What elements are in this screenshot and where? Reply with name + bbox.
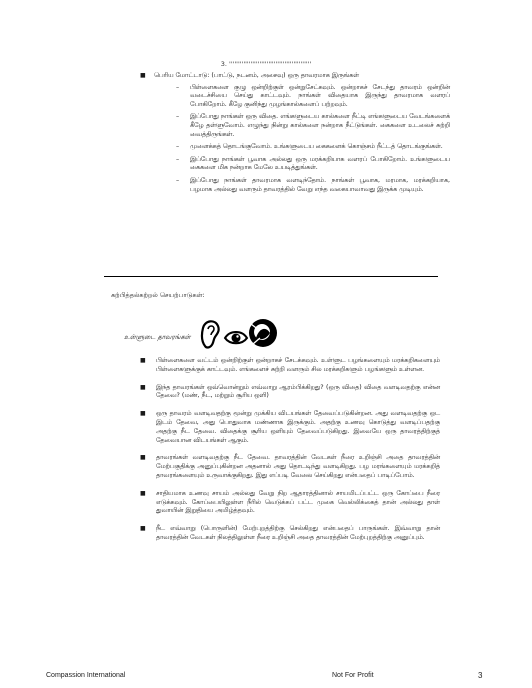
section-activities — [140, 357, 440, 552]
activity-text: நீட எவ்வாறு (பொருளின்) மேற்புறத்திற்கு செல்கிறது என்பதைப் பாருங்கள். இவ்வாறு தான் தாவரத்தின் வேடகள் நிலத்திலுள்ள நீரை உறிஞ்சி அதை தாவரத்தின் மேற்புறத்திற்கு அனுப்பும். — [156, 525, 440, 541]
activity-text: தாவரங்கள் வளடிவதற்கு நீட தேவை. தாவரத்தின் வேடகள் நீரை உறிஞ்சி அதை தாவரத்தின் மேற்பகுதிக்கு அனுப்புகின்றன அதனால் அது தொடடிந்து வளடிகிறது. பழ மரங்களையும் மரக்கறித் தாவரங்களையும் உருவாக்குகிறது. இது எப்படி வேலை செய்கிறது என்பதைப் பாடிப்போம். — [156, 454, 440, 479]
sub-item — [176, 177, 450, 194]
bullet-item — [140, 72, 440, 81]
sub-item — [176, 84, 450, 110]
bullet-square-icon: ■ — [140, 454, 146, 462]
sub-item-text: இப்போது நாங்கள் தாவரமாக வளடிந்தோம். நாங்கள் பூவாக, மரமாக, மரக்கறியாக, பழமாக அல்லது வளரும் தாவரத்தில் வேறு எந்த வகையாவாவது இருக்க முடியும். — [190, 176, 450, 193]
activity-item — [140, 454, 440, 480]
head-touch-icon — [249, 319, 277, 347]
sub-item — [176, 156, 450, 173]
sub-item-text: இப்போது நாங்கள் பூவாக அல்லது ஒரு மரக்கறியாக வளரப் போகிறோம். உங்களுடைய கைகளை மிக நன்றாக மேலே உயடித்துங்கள். — [190, 155, 450, 172]
page-marker: 3. '''''''''''''''''''''''''''''''''''''''''''''' — [220, 60, 312, 68]
dash-icon: – — [176, 83, 180, 91]
activities-heading: கற்பித்தல்கற்றல் செயற்பாடுகள்: — [111, 291, 205, 299]
bullet-text: பெரிய மோட்டாடு: (பாட்டு, நடனம், அசைவு) ஒரு தாவரமாக இருங்கள் — [154, 72, 359, 79]
sub-item — [176, 113, 450, 139]
sub-item-text: முளைக்கத் தொடங்குவோம். உங்களுடைய கைகளைக் கொஞ்சம் நீட்டத் தொடங்குங்கள். — [190, 143, 443, 151]
footer-page-number: 3 — [478, 671, 483, 680]
dash-icon: – — [176, 113, 180, 121]
activity-item — [140, 525, 440, 543]
dash-icon: – — [176, 155, 180, 163]
dash-icon: – — [176, 143, 180, 151]
senses-icons — [199, 316, 279, 352]
footer-status: Not For Profit — [332, 672, 374, 679]
eye-icon — [225, 332, 247, 343]
senses-heading: உள்ளுடை தாவரங்கள் — [124, 333, 191, 341]
activity-text: சாதியமாக உணவு சாயம் அல்லது வேறு நிற ஆதாரத்தினால் சாயமிடப்பட்ட ஒரு கோப்பை நீரை எடுக்கவும். கோப்பையிலுள்ள நீரில் வெடுக்கப் பட்ட முகை வெல்லிக்கைத் தான் அல்லது தாள் துவாயின் இறுதியை அமிழ்த்தவும். — [156, 489, 440, 515]
dash-icon: – — [176, 176, 180, 184]
bullet-square-icon: ■ — [140, 357, 146, 364]
activity-text: ஒரு தாவரம் வளடிவதற்கு மூன்று முக்கிய விடயங்கள் தேவைப்படுகின்றன. அது வளடிவதற்கு ஒட இடம் தேவை, அது பொதுவாக மண்ணாக இருக்கும். அதற்கு உணவு கொடுத்து வளடிப்பதற்கு அதற்கு நீட தேவை. விதைக்கு சூரிய ஒளியும் தேவைப்படுகிறது. இவையே ஒரு தாவரத்திற்குத் தேவையான விடயங்கள் ஆகும். — [156, 410, 440, 444]
bullet-square-icon: ■ — [140, 410, 146, 418]
ear-icon — [202, 321, 219, 347]
footer-organization: Compassion International — [46, 672, 126, 679]
activity-item — [140, 490, 440, 516]
section-plant-movement — [140, 72, 450, 198]
sub-item-text: பிள்ளைகளை குழு ஒன்றிற்குள் ஒன்றுசேட்கவும். ஒன்றாகச் சேடந்து தாவரம் ஒன்றின் வடைச்சியை செய்து காட்டவும். நாங்கள் விதையாக இருந்து தாவரமாக வளரப் போகிறோம். கீழே குனிந்து முழங்கால்களைப் பற்றவும். — [190, 83, 450, 108]
activity-text: பிள்ளைகளை வட்டம் ஒன்றிற்குள் ஒன்றாகச் சேடக்கவும். உள்ளுட பழங்களையும் மரக்கறிகளையும் பிள்ளைகளுக்குக் காட்டவும். எங்களைச் சுற்றி வளரும் சில மரக்கறிகளும் பழங்களும் உள்ளன. — [156, 357, 440, 373]
sub-item-text: இப்போது நாங்கள் ஒரு விதை. எங்களுடைய கால்களை நீட்டி எங்களுடைய வேடங்களைக் கீழே தள்ளுவோம். எழுந்து நின்று கால்களை நன்றாக நீட்டுங்கள். கைகளை உடலைச் சுற்றி வைத்திருங்கள். — [190, 113, 450, 138]
horizontal-divider — [104, 276, 438, 277]
bullet-square-icon: ■ — [140, 383, 146, 391]
sub-item — [176, 143, 450, 152]
bullet-square-icon: ■ — [140, 525, 146, 533]
activity-item — [140, 384, 440, 402]
activity-text: இந்த தாவரங்கள் ஒவ்வொன்றும் எவ்வாறு ஆரம்பிக்கிறது? (ஒரு விதை) விதை வளடிவதற்கு என்ன தேவை? (மண், நீட, மற்றும் சூரிய ஒளி) — [156, 383, 440, 400]
bullet-square-icon: ■ — [140, 72, 146, 79]
bullet-square-icon: ■ — [140, 489, 146, 497]
activity-item — [140, 410, 440, 445]
activity-item — [140, 357, 440, 375]
